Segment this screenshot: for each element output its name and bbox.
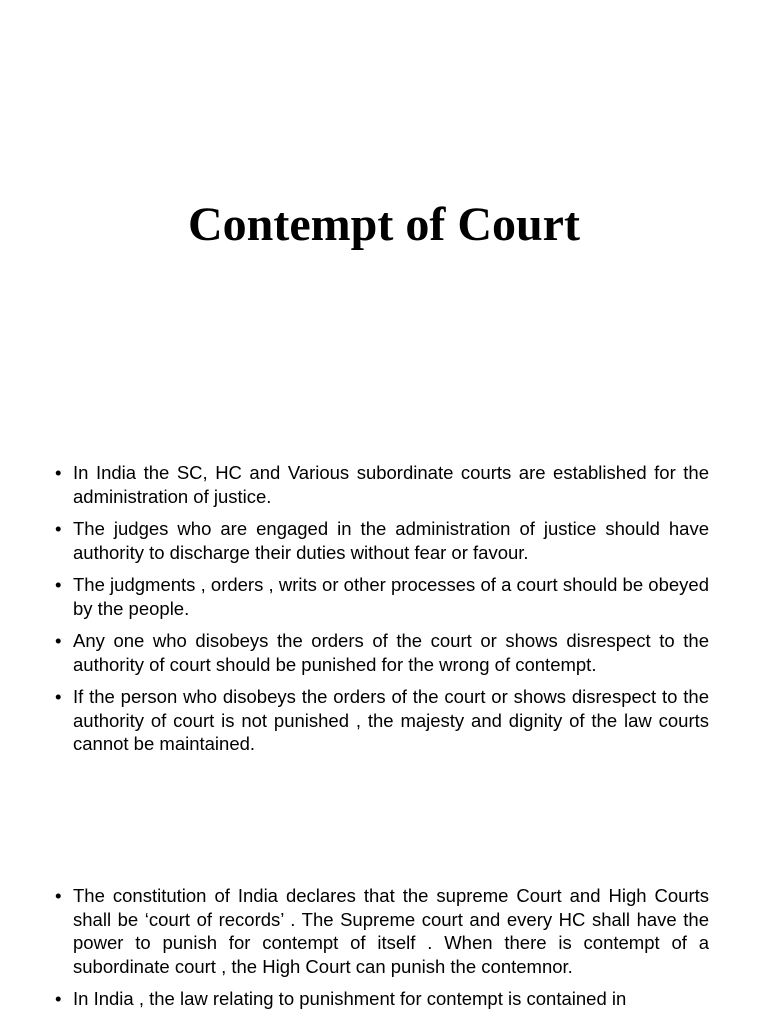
list-item <box>55 987 709 1011</box>
bullet-icon: • <box>55 988 62 1009</box>
bullet-icon: • <box>55 462 62 483</box>
list-item <box>55 517 709 564</box>
list-item <box>55 884 709 978</box>
list-item <box>55 685 709 756</box>
bullet-icon: • <box>55 885 62 906</box>
bullet-text: In India the SC, HC and Various subordinate courts are established for the administration of justice. <box>73 462 709 507</box>
bullet-icon: • <box>55 630 62 651</box>
bullet-list-constitution <box>55 884 709 1020</box>
bullet-text: Any one who disobeys the orders of the court or shows disrespect to the authority of court should be punished for the wrong of contempt. <box>73 630 709 675</box>
bullet-icon: • <box>55 574 62 595</box>
list-item <box>55 461 709 508</box>
list-item <box>55 629 709 676</box>
bullet-text: The constitution of India declares that the supreme Court and High Courts shall be ‘court of records’ . The Supreme court and every HC shall have the power to punish for contempt of itself . When there is contempt of a subordinate court , the High Court can punish the contemnor. <box>73 885 709 977</box>
list-item <box>55 573 709 620</box>
bullet-text: In India , the law relating to punishment for contempt is contained in <box>73 988 627 1009</box>
page-title: Contempt of Court <box>188 198 580 252</box>
bullet-text: The judges who are engaged in the administration of justice should have authority to discharge their duties without fear or favour. <box>73 518 709 563</box>
bullet-text: If the person who disobeys the orders of the court or shows disrespect to the authority of court is not punished , the majesty and dignity of the law courts cannot be maintained. <box>73 686 709 754</box>
bullet-text: The judgments , orders , writs or other processes of a court should be obeyed by the people. <box>73 574 709 619</box>
bullet-list-intro <box>55 461 709 765</box>
bullet-icon: • <box>55 518 62 539</box>
bullet-icon: • <box>55 686 62 707</box>
